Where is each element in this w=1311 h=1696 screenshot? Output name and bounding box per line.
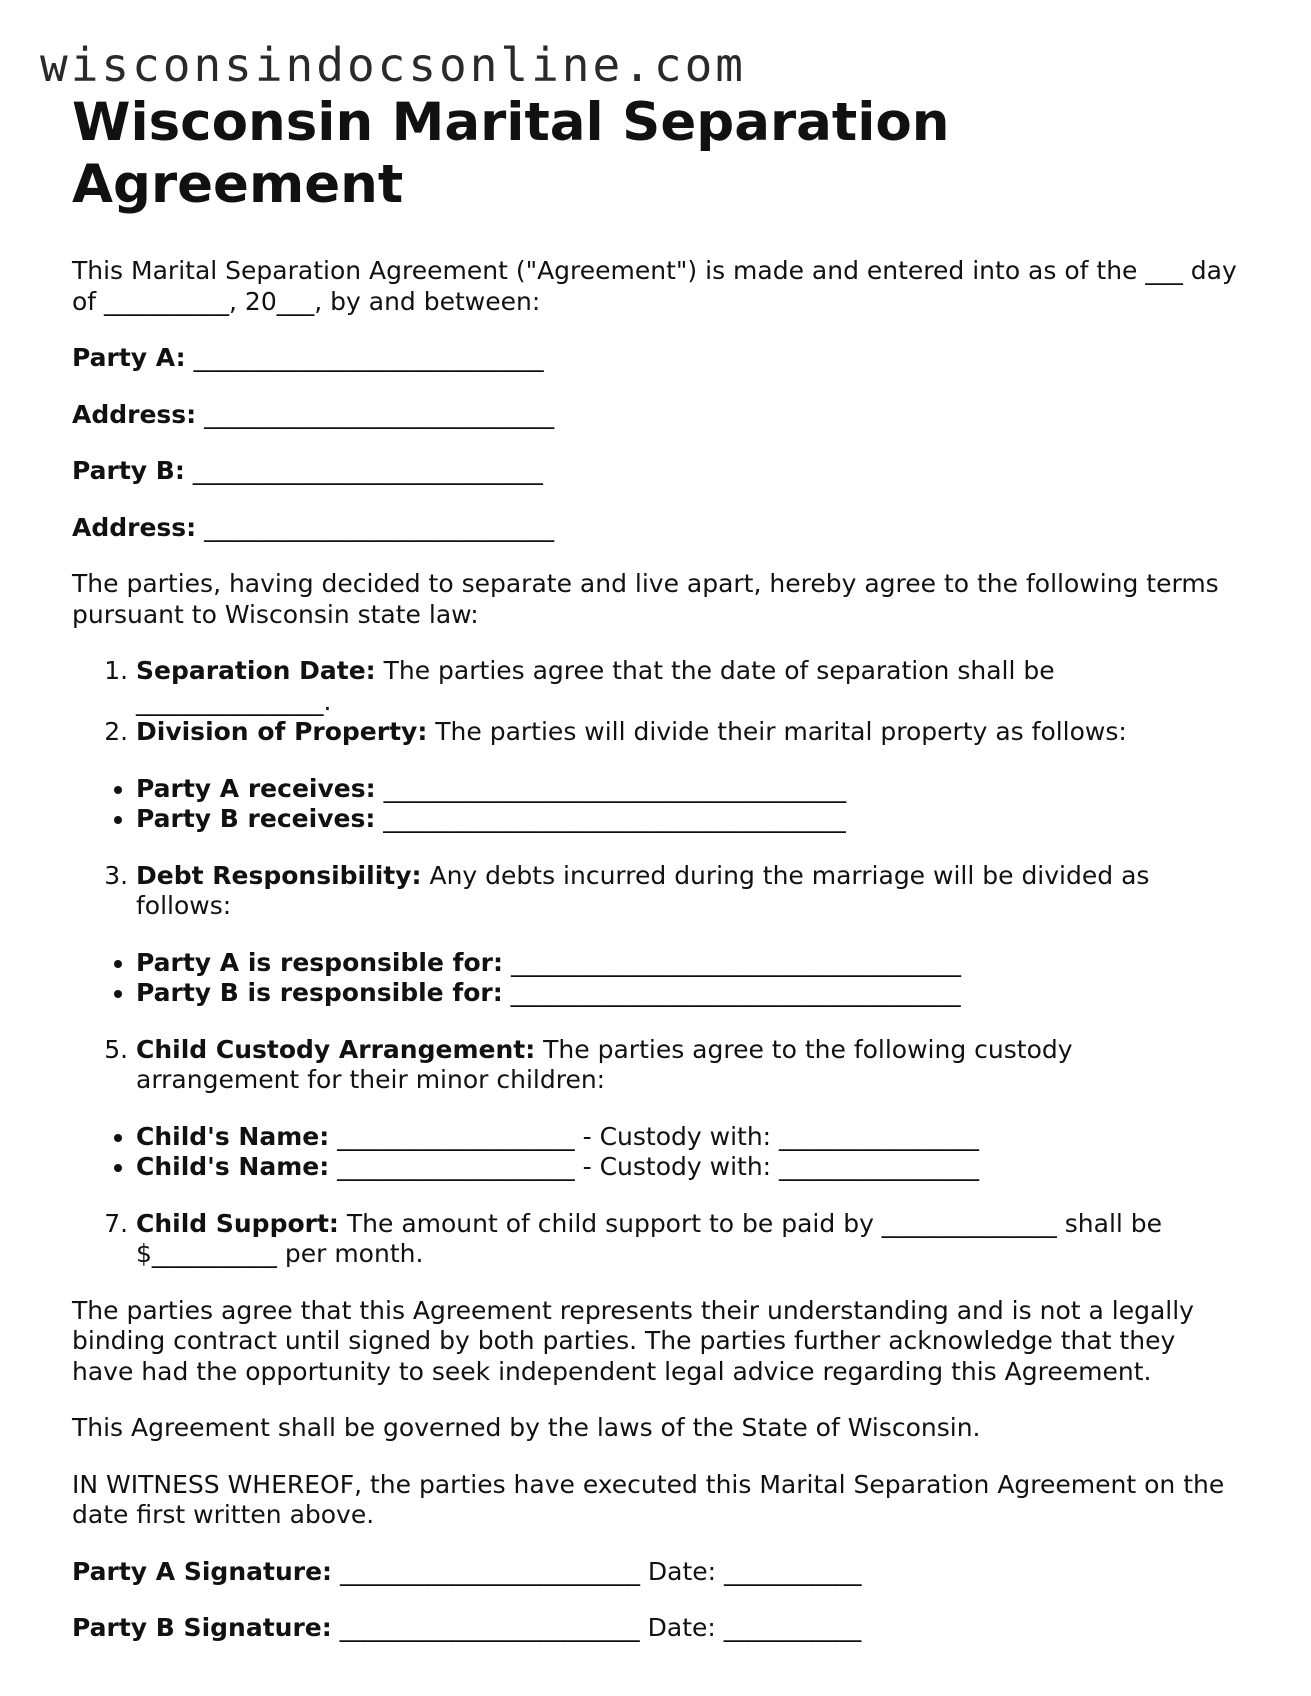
- property-item-label: Party A receives:: [136, 773, 376, 803]
- section-division-of-property: [136, 717, 1242, 748]
- party-a-blank[interactable]: ____________________________: [193, 343, 544, 372]
- party-a-field[interactable]: [72, 343, 1242, 374]
- list-item[interactable]: [136, 1152, 1242, 1183]
- witness-paragraph: IN WITNESS WHEREOF, the parties have executed this Marital Separation Agreement on the date first written above.: [72, 1469, 1225, 1529]
- address-b-field[interactable]: [72, 513, 1242, 544]
- terms-list-7: [72, 1209, 1242, 1270]
- party-b-field[interactable]: [72, 456, 1242, 487]
- watermark: wisconsindocsonline.com: [40, 38, 746, 92]
- property-item-blank[interactable]: _____________________________________: [375, 804, 846, 833]
- property-item-blank[interactable]: _____________________________________: [375, 773, 847, 803]
- document-body: [72, 92, 1242, 1670]
- child-name-label: Child's Name:: [136, 1121, 330, 1151]
- section-separation-date: [136, 656, 1242, 717]
- governing-law-paragraph: This Agreement shall be governed by the laws of the State of Wisconsin.: [72, 1413, 981, 1442]
- child-support-heading: Child Support:: [136, 1208, 339, 1238]
- division-of-property-heading: Division of Property:: [136, 717, 428, 746]
- page-title: Wisconsin Marital Separation Agreement: [72, 92, 950, 215]
- terms-list-3: [72, 861, 1242, 922]
- section-child-support: [136, 1209, 1242, 1270]
- intro-paragraph: This Marital Separation Agreement ("Agreement") is made and entered into as of the ___ day of __________, 20___, by and between:: [72, 256, 1237, 316]
- child-name-blank[interactable]: ___________________: [329, 1121, 575, 1151]
- debt-responsibility-text: Any debts incurred during the marriage will be divided as follows:: [136, 860, 1150, 920]
- address-b-label: Address:: [72, 512, 197, 542]
- list-item[interactable]: [136, 1122, 1242, 1153]
- debt-item-blank[interactable]: ____________________________________: [502, 978, 961, 1007]
- section-child-custody: [136, 1035, 1242, 1096]
- understanding-paragraph: The parties agree that this Agreement represents their understanding and is not a legally binding contract until signed by both parties. The parties further acknowledge that they have had the opportunity to seek independent legal advice regarding this Agreement.: [72, 1295, 1194, 1386]
- section-debt-responsibility: [136, 861, 1242, 922]
- address-a-label: Address:: [72, 399, 197, 429]
- address-a-blank[interactable]: ____________________________: [204, 399, 555, 429]
- property-item-label: Party B receives:: [136, 804, 376, 833]
- list-item[interactable]: [136, 774, 1242, 805]
- signature-blank[interactable]: ________________________: [331, 1613, 640, 1642]
- address-b-blank[interactable]: ____________________________: [204, 512, 555, 542]
- child-support-text: The amount of child support to be paid by ______________ shall be $__________ per month.: [136, 1208, 1163, 1268]
- address-a-field[interactable]: [72, 400, 1242, 431]
- signature-date[interactable]: Date: ___________: [639, 1613, 862, 1642]
- separation-date-heading: Separation Date:: [136, 656, 376, 685]
- child-name-label: Child's Name:: [136, 1152, 330, 1181]
- signature-label: Party B Signature:: [72, 1613, 332, 1642]
- division-of-property-text: The parties will divide their marital property as follows:: [427, 717, 1127, 746]
- debt-items-list: [72, 948, 1242, 1009]
- property-items-list: [72, 774, 1242, 835]
- child-custody-heading: Child Custody Arrangement:: [136, 1034, 536, 1064]
- custody-with-text[interactable]: - Custody with: ________________: [574, 1121, 980, 1151]
- party-a-label: Party A:: [72, 343, 186, 372]
- party-b-blank[interactable]: ____________________________: [192, 456, 543, 485]
- child-custody-text: The parties agree to the following custody arrangement for their minor children:: [136, 1034, 1073, 1094]
- signature-date[interactable]: Date: ___________: [639, 1556, 862, 1586]
- debt-item-blank[interactable]: ____________________________________: [503, 947, 961, 977]
- debt-responsibility-heading: Debt Responsibility:: [136, 860, 422, 890]
- separation-date-text: The parties agree that the date of separation shall be _______________.: [136, 656, 1055, 716]
- preamble-paragraph: The parties, having decided to separate and live apart, hereby agree to the following terms pursuant to Wisconsin state law:: [72, 569, 1219, 629]
- list-item[interactable]: [136, 978, 1242, 1009]
- debt-item-label: Party A is responsible for:: [136, 947, 503, 977]
- child-name-blank[interactable]: ___________________: [329, 1152, 575, 1181]
- debt-item-label: Party B is responsible for:: [136, 978, 503, 1007]
- party-b-label: Party B:: [72, 456, 185, 485]
- list-item[interactable]: [136, 804, 1242, 835]
- custody-items-list: [72, 1122, 1242, 1183]
- terms-list-5: [72, 1035, 1242, 1096]
- party-a-signature-line[interactable]: [72, 1557, 1242, 1588]
- signature-label: Party A Signature:: [72, 1556, 333, 1586]
- custody-with-text[interactable]: - Custody with: ________________: [574, 1152, 980, 1181]
- signature-blank[interactable]: ________________________: [332, 1556, 640, 1586]
- terms-list-1: [72, 656, 1242, 748]
- list-item[interactable]: [136, 948, 1242, 979]
- party-b-signature-line[interactable]: [72, 1613, 1242, 1644]
